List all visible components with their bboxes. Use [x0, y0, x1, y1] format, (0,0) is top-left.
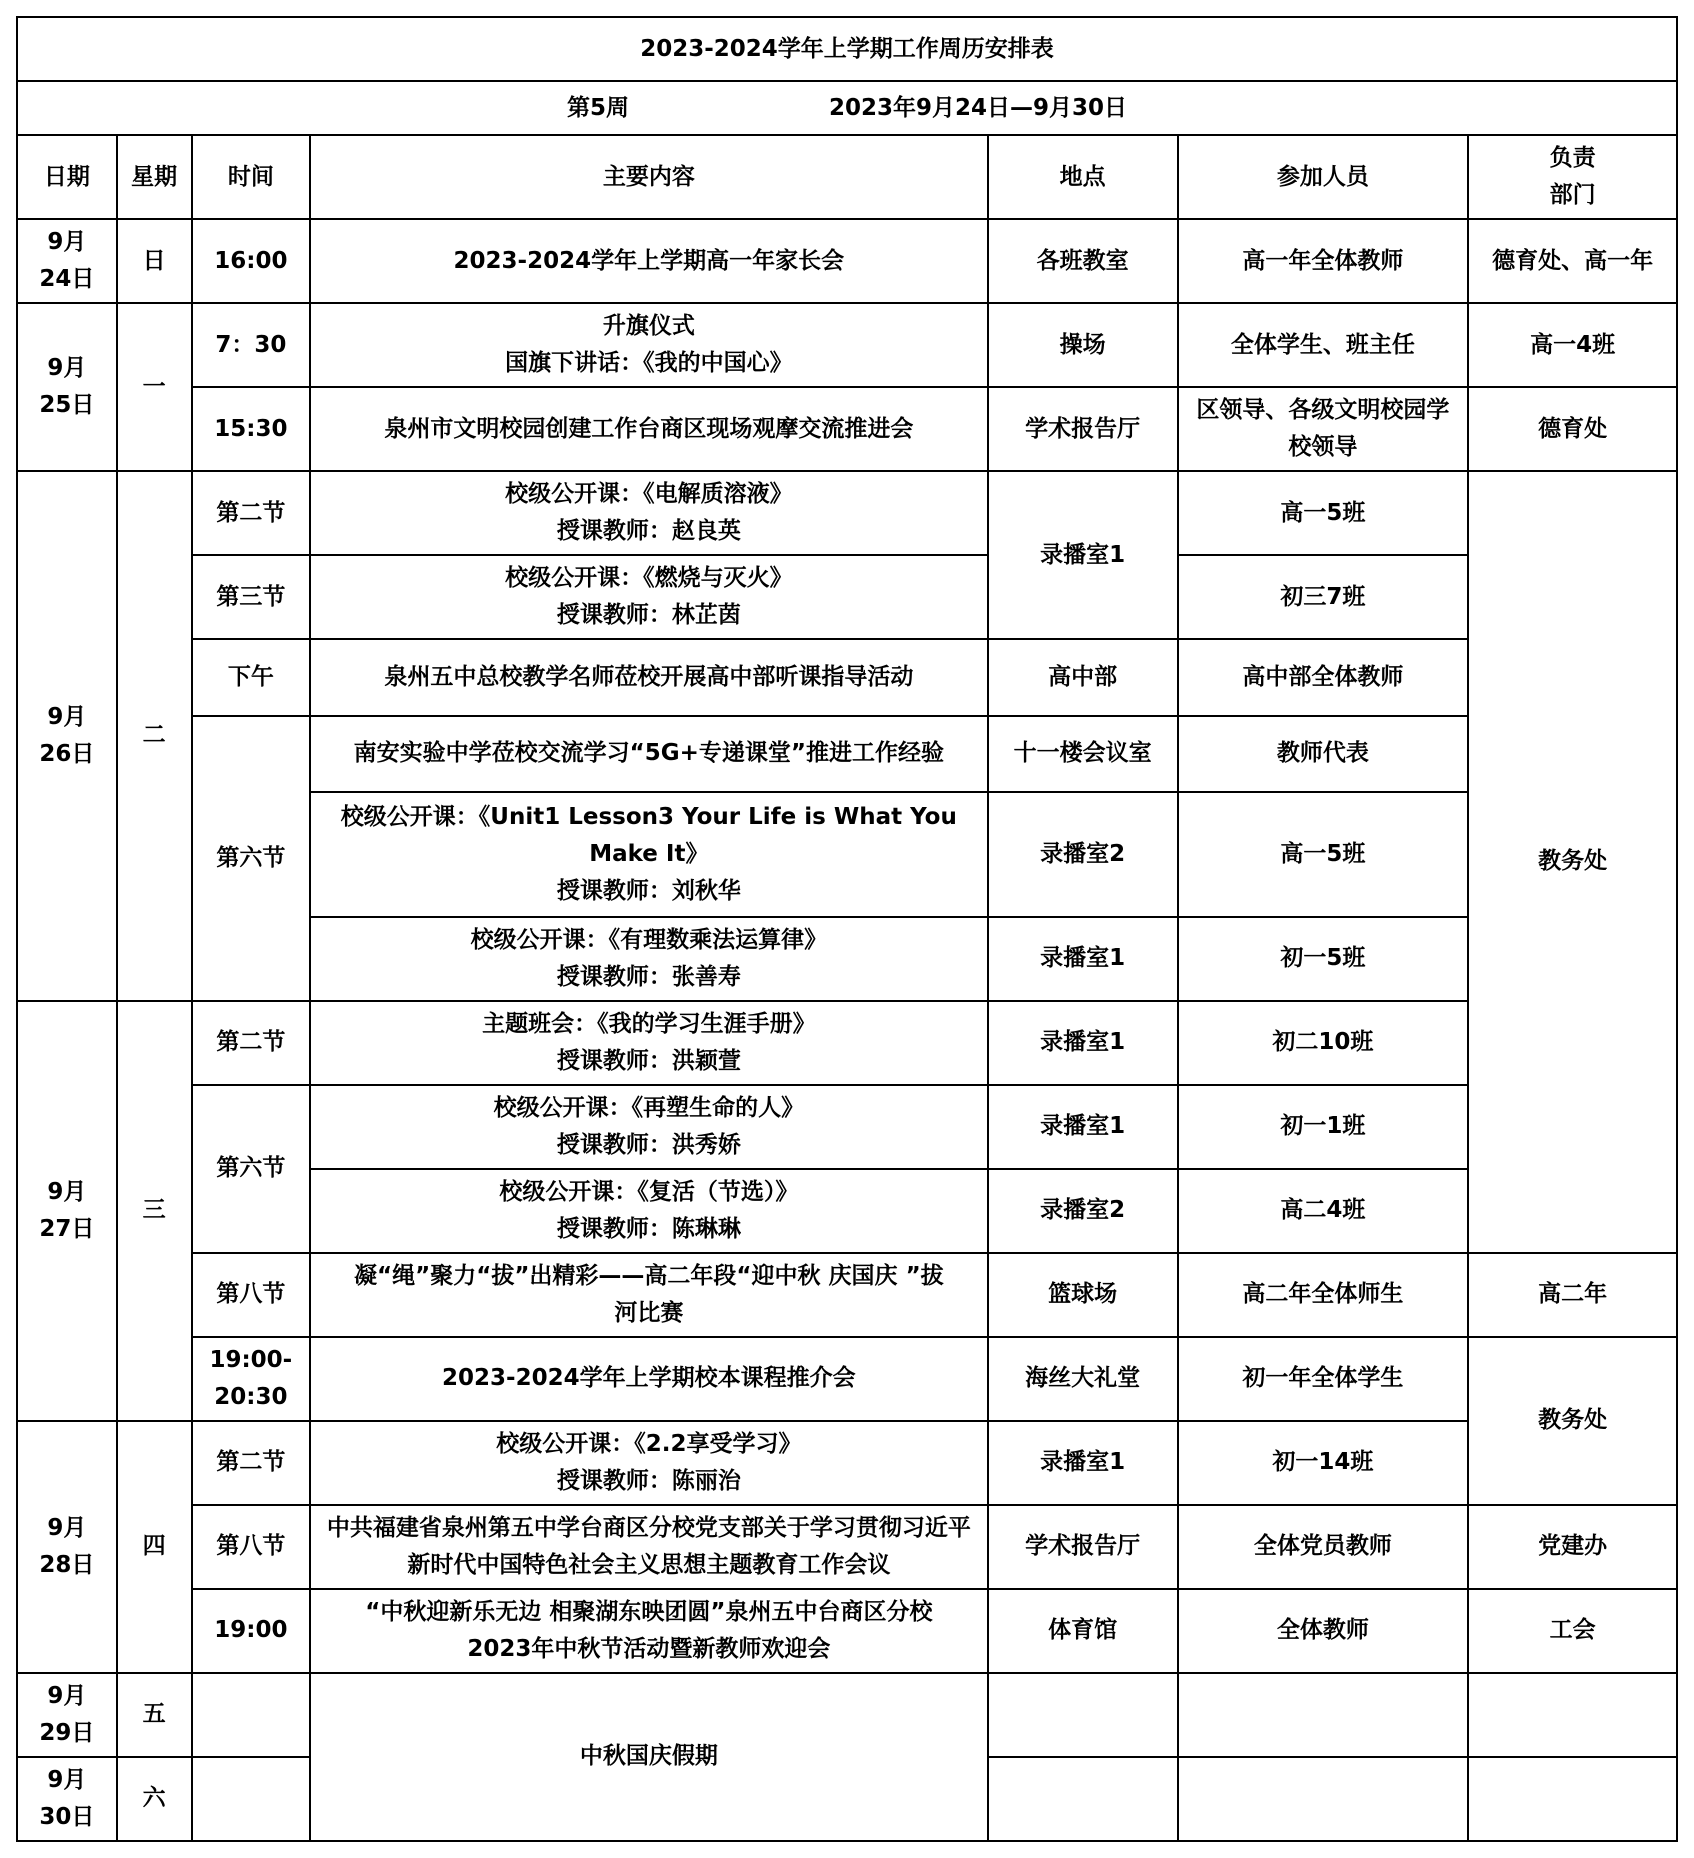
- content-cell: 校级公开课：《复活（节选）》 授课教师：陈琳琳: [310, 1169, 988, 1253]
- dept-cell: 高二年: [1468, 1253, 1677, 1337]
- weekday-cell: 二: [117, 471, 192, 1000]
- people-cell: 高一5班: [1178, 471, 1469, 555]
- time-cell: 19:00- 20:30: [192, 1337, 310, 1421]
- dept-cell: 教务处: [1468, 1337, 1677, 1505]
- content-cell: 校级公开课：《电解质溶液》 授课教师：赵良英: [310, 471, 988, 555]
- time-cell: 第六节: [192, 716, 310, 1001]
- schedule-table: [16, 16, 1678, 1842]
- time-cell: 15:30: [192, 387, 310, 471]
- table-row: [17, 1001, 1677, 1085]
- people-cell: 全体教师: [1178, 1589, 1469, 1673]
- content-cell: 泉州五中总校教学名师莅校开展高中部听课指导活动: [310, 639, 988, 715]
- header-weekday: 星期: [117, 135, 192, 219]
- header-people: 参加人员: [1178, 135, 1469, 219]
- time-cell: 第六节: [192, 1085, 310, 1253]
- weekday-cell: 五: [117, 1673, 192, 1757]
- place-cell: 篮球场: [988, 1253, 1178, 1337]
- header-row: [17, 135, 1677, 219]
- people-cell: 初一年全体学生: [1178, 1337, 1469, 1421]
- time-cell: 16:00: [192, 219, 310, 303]
- people-cell: 初三7班: [1178, 555, 1469, 639]
- table-row: [17, 1673, 1677, 1757]
- table-row: [17, 1505, 1677, 1589]
- page-title: 2023-2024学年上学期工作周历安排表: [17, 17, 1677, 81]
- dept-cell: 高一4班: [1468, 303, 1677, 387]
- place-cell: 海丝大礼堂: [988, 1337, 1178, 1421]
- place-cell: 录播室2: [988, 1169, 1178, 1253]
- week-row: [17, 81, 1677, 135]
- weekday-cell: 六: [117, 1757, 192, 1841]
- place-cell: 学术报告厅: [988, 1505, 1178, 1589]
- place-cell: 操场: [988, 303, 1178, 387]
- time-cell: 19:00: [192, 1589, 310, 1673]
- table-row: [17, 555, 1677, 639]
- people-cell: 初二10班: [1178, 1001, 1469, 1085]
- people-cell: [1178, 1757, 1469, 1841]
- time-cell: 第八节: [192, 1505, 310, 1589]
- date-cell: 9月 25日: [17, 303, 117, 471]
- people-cell: 区领导、各级文明校园学 校领导: [1178, 387, 1469, 471]
- time-cell: 第二节: [192, 1001, 310, 1085]
- content-cell: 凝“绳”聚力“拔”出精彩——高二年段“迎中秋 庆国庆 ”拔 河比赛: [310, 1253, 988, 1337]
- place-cell: 录播室1: [988, 1001, 1178, 1085]
- content-cell: 南安实验中学莅校交流学习“5G+专递课堂”推进工作经验: [310, 716, 988, 792]
- table-row: [17, 1589, 1677, 1673]
- content-cell: 2023-2024学年上学期校本课程推介会: [310, 1337, 988, 1421]
- date-cell: 9月 24日: [17, 219, 117, 303]
- content-cell: 校级公开课：《再塑生命的人》 授课教师：洪秀娇: [310, 1085, 988, 1169]
- place-cell: 录播室1: [988, 1085, 1178, 1169]
- content-cell: 升旗仪式 国旗下讲话：《我的中国心》: [310, 303, 988, 387]
- table-row: [17, 1085, 1677, 1169]
- dept-cell: 工会: [1468, 1589, 1677, 1673]
- content-cell: 校级公开课：《Unit1 Lesson3 Your Life is What You Make It》 授课教师：刘秋华: [310, 792, 988, 917]
- table-row: [17, 1253, 1677, 1337]
- table-row: [17, 471, 1677, 555]
- content-cell: 泉州市文明校园创建工作台商区现场观摩交流推进会: [310, 387, 988, 471]
- time-cell: 第三节: [192, 555, 310, 639]
- dept-cell: [1468, 1757, 1677, 1841]
- place-cell: 体育馆: [988, 1589, 1178, 1673]
- holiday-cell: 中秋国庆假期: [310, 1673, 988, 1841]
- weekday-cell: 一: [117, 303, 192, 471]
- dept-cell: 德育处、高一年: [1468, 219, 1677, 303]
- dept-cell: 德育处: [1468, 387, 1677, 471]
- content-cell: 主题班会：《我的学习生涯手册》 授课教师：洪颖萱: [310, 1001, 988, 1085]
- time-cell: 第二节: [192, 471, 310, 555]
- place-cell: 录播室1: [988, 917, 1178, 1001]
- place-cell: 录播室2: [988, 792, 1178, 917]
- content-cell: “中秋迎新乐无边 相聚湖东映团圆”泉州五中台商区分校 2023年中秋节活动暨新教师欢迎会: [310, 1589, 988, 1673]
- people-cell: 教师代表: [1178, 716, 1469, 792]
- time-cell: [192, 1757, 310, 1841]
- time-cell: 下午: [192, 639, 310, 715]
- content-cell: 校级公开课：《2.2享受学习》 授课教师：陈丽治: [310, 1421, 988, 1505]
- weekday-cell: 三: [117, 1001, 192, 1421]
- dept-cell: 教务处: [1468, 471, 1677, 1252]
- place-cell: [988, 1757, 1178, 1841]
- table-row: [17, 639, 1677, 715]
- header-dept: [1468, 135, 1677, 219]
- date-cell: 9月 30日: [17, 1757, 117, 1841]
- header-date: 日期: [17, 135, 117, 219]
- people-cell: 高中部全体教师: [1178, 639, 1469, 715]
- people-cell: 初一5班: [1178, 917, 1469, 1001]
- content-cell: 中共福建省泉州第五中学台商区分校党支部关于学习贯彻习近平 新时代中国特色社会主义思想主题教育工作会议: [310, 1505, 988, 1589]
- dept-cell: [1468, 1673, 1677, 1757]
- time-cell: [192, 1673, 310, 1757]
- time-cell: 第八节: [192, 1253, 310, 1337]
- content-cell: 2023-2024学年上学期高一年家长会: [310, 219, 988, 303]
- date-cell: 9月 27日: [17, 1001, 117, 1421]
- header-time: 时间: [192, 135, 310, 219]
- table-row: [17, 1421, 1677, 1505]
- people-cell: 高二4班: [1178, 1169, 1469, 1253]
- header-place: 地点: [988, 135, 1178, 219]
- weekday-cell: 四: [117, 1421, 192, 1673]
- people-cell: 初一1班: [1178, 1085, 1469, 1169]
- people-cell: 高一年全体教师: [1178, 219, 1469, 303]
- date-cell: 9月 28日: [17, 1421, 117, 1673]
- people-cell: 全体学生、班主任: [1178, 303, 1469, 387]
- place-cell: [988, 1673, 1178, 1757]
- table-row: [17, 303, 1677, 387]
- place-cell: 学术报告厅: [988, 387, 1178, 471]
- date-cell: 9月 26日: [17, 471, 117, 1000]
- dept-cell: 党建办: [1468, 1505, 1677, 1589]
- weekday-cell: 日: [117, 219, 192, 303]
- content-cell: 校级公开课：《有理数乘法运算律》 授课教师：张善寿: [310, 917, 988, 1001]
- week-label: 第5周: [566, 94, 629, 121]
- header-content: 主要内容: [310, 135, 988, 219]
- week-range: 2023年9月24日—9月30日: [828, 94, 1128, 121]
- place-cell: 十一楼会议室: [988, 716, 1178, 792]
- people-cell: 全体党员教师: [1178, 1505, 1469, 1589]
- place-cell: 录播室1: [988, 471, 1178, 639]
- time-cell: 7：30: [192, 303, 310, 387]
- place-cell: 高中部: [988, 639, 1178, 715]
- table-row: [17, 387, 1677, 471]
- table-row: [17, 716, 1677, 792]
- place-cell: 录播室1: [988, 1421, 1178, 1505]
- place-cell: 各班教室: [988, 219, 1178, 303]
- people-cell: [1178, 1673, 1469, 1757]
- people-cell: 高二年全体师生: [1178, 1253, 1469, 1337]
- header-dept-line2: 部门: [1549, 182, 1596, 209]
- table-row: [17, 1337, 1677, 1421]
- time-cell: 第二节: [192, 1421, 310, 1505]
- header-dept-line1: 负责: [1549, 145, 1596, 172]
- content-cell: 校级公开课：《燃烧与灭火》 授课教师：林芷茵: [310, 555, 988, 639]
- people-cell: 高一5班: [1178, 792, 1469, 917]
- date-cell: 9月 29日: [17, 1673, 117, 1757]
- people-cell: 初一14班: [1178, 1421, 1469, 1505]
- table-row: [17, 219, 1677, 303]
